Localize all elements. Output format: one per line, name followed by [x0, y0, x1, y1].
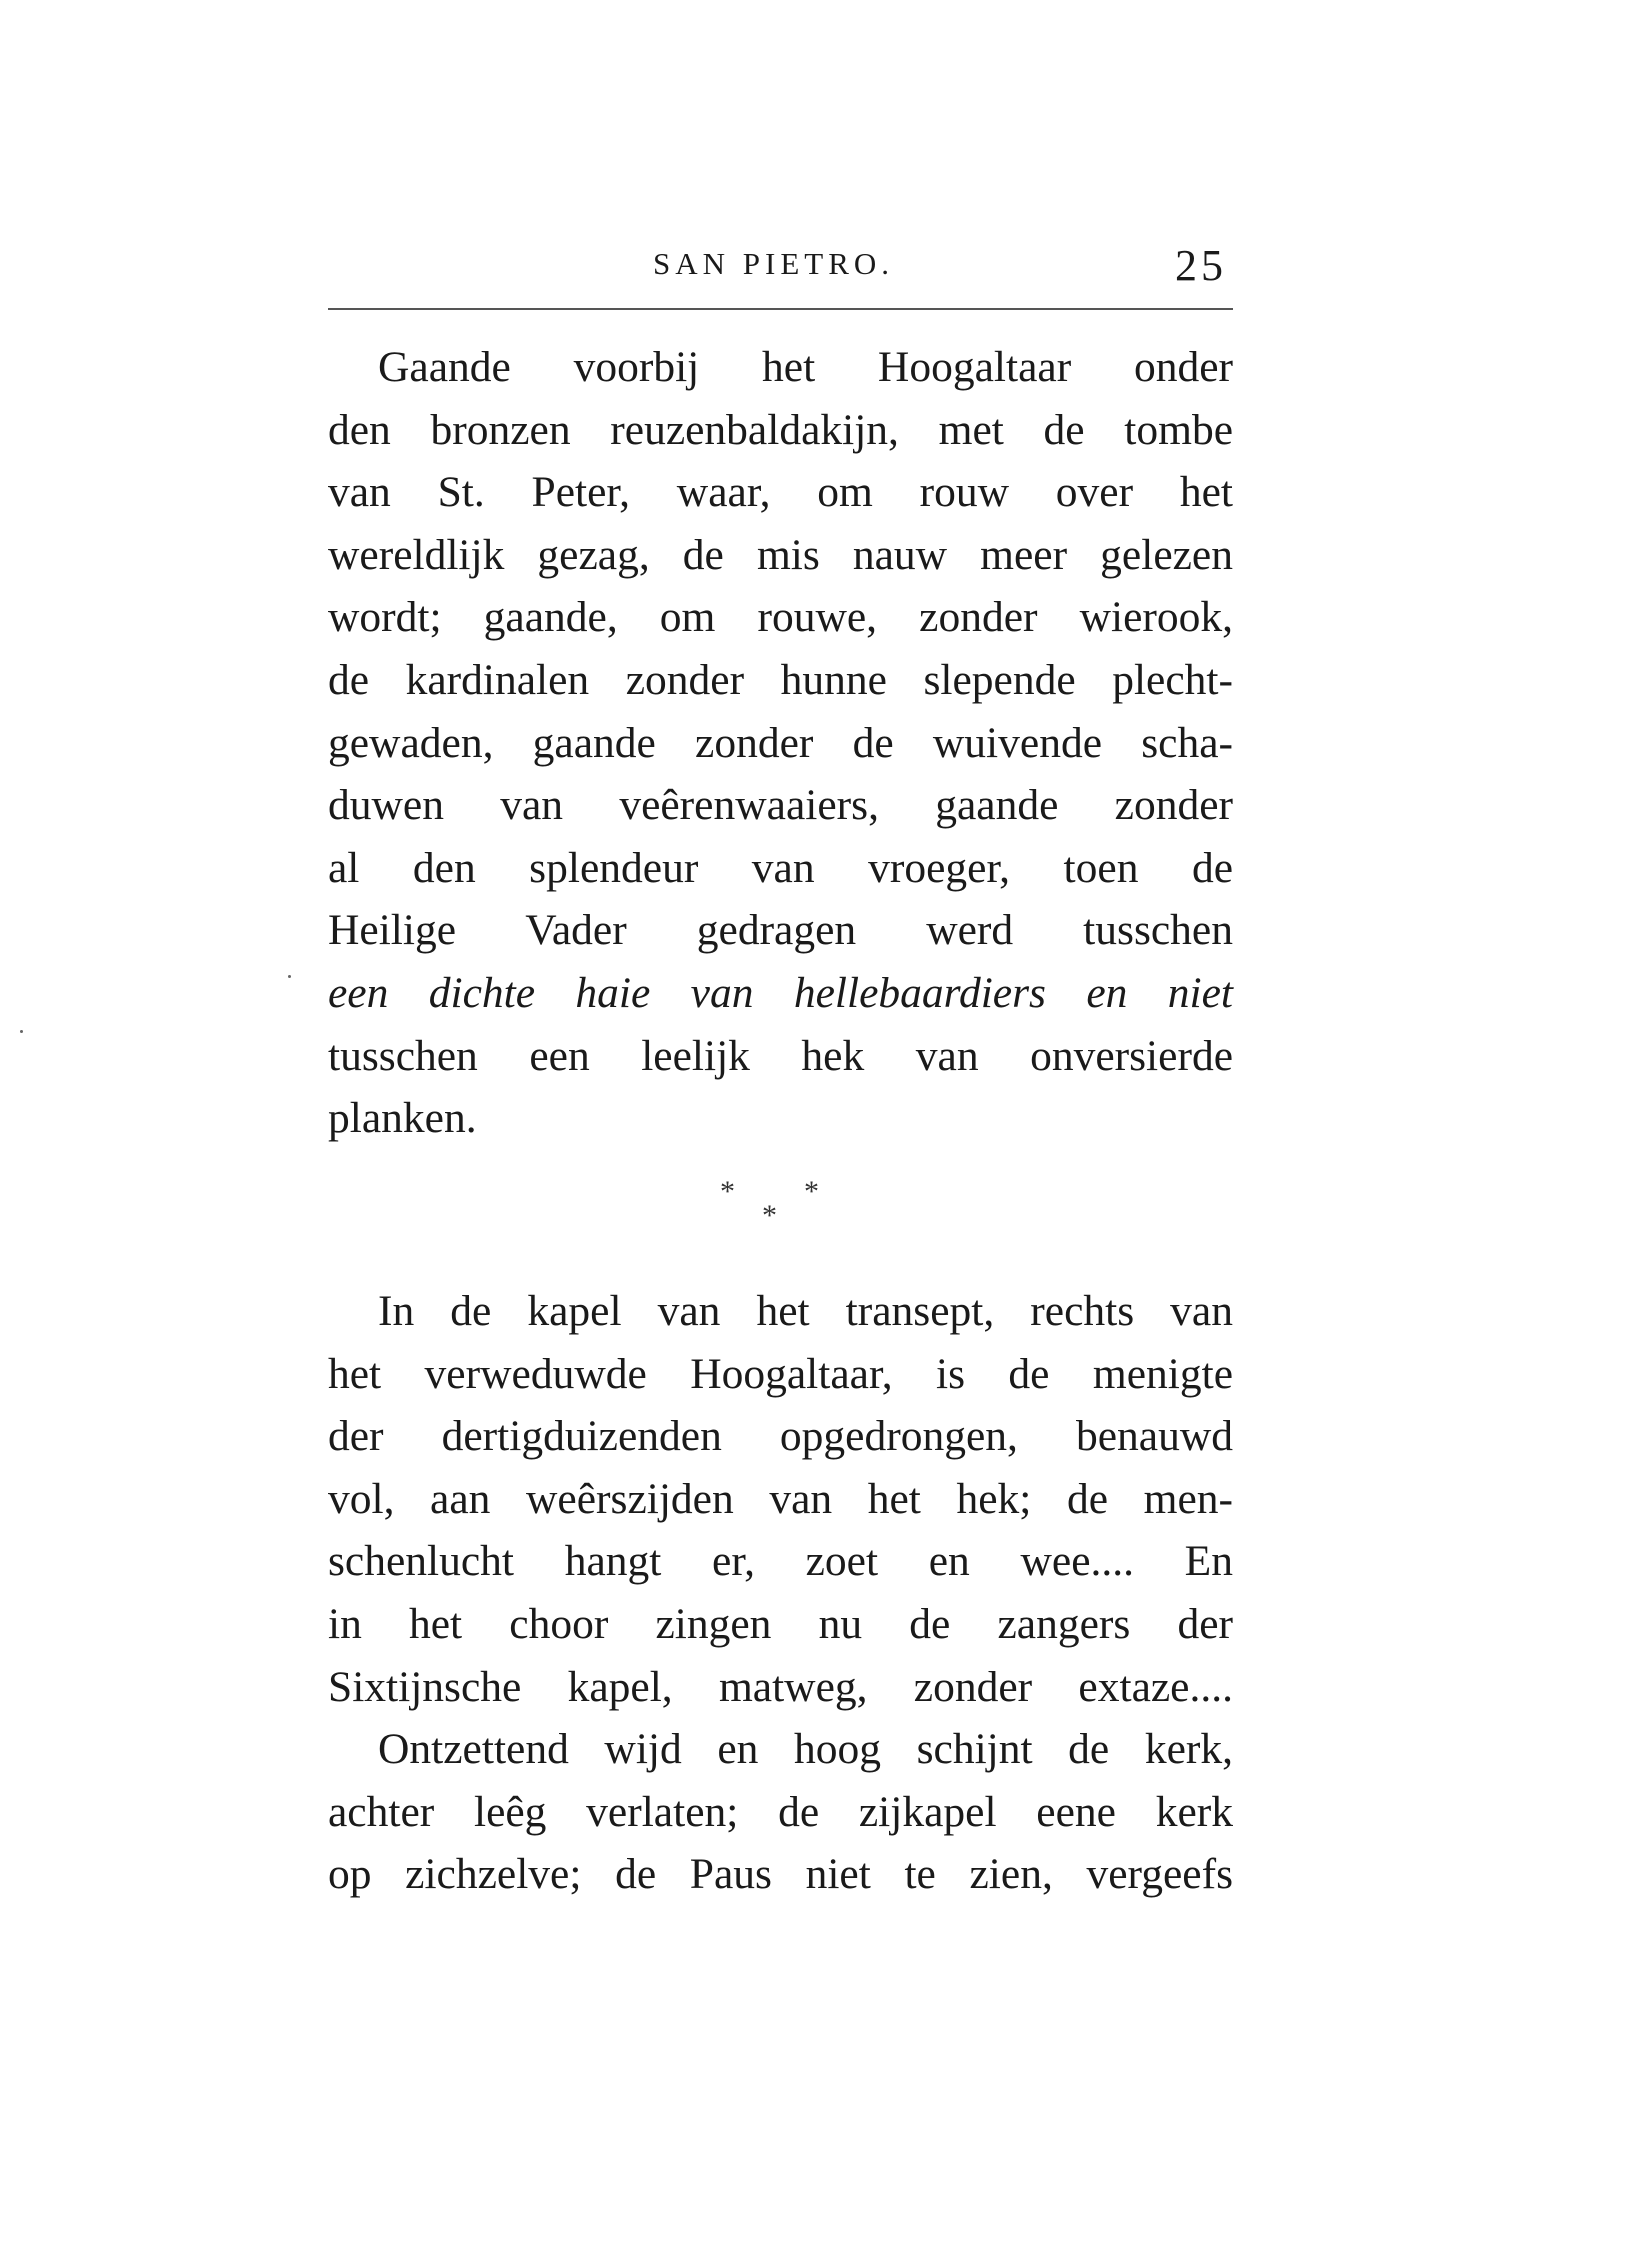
- text-line: al den splendeur van vroeger, toen de: [328, 843, 1233, 892]
- text-line: wordt; gaande, om rouwe, zonder wierook,: [328, 593, 1233, 642]
- text-line: schenlucht hangt er, zoet en wee.... En: [328, 1537, 1233, 1586]
- text-line: tusschen een leelijk hek van onversierde: [328, 1031, 1233, 1080]
- asterisk: *: [720, 1175, 735, 1208]
- text-line: op zichzelve; de Paus niet te zien, vergeefs: [328, 1850, 1233, 1899]
- header-rule: [328, 308, 1233, 310]
- text-line: planken.: [328, 1094, 477, 1143]
- text-line: duwen van veêrenwaaiers, gaande zonder: [328, 781, 1233, 830]
- paragraph-2: [328, 1280, 1233, 1906]
- text-line: wereldlijk gezag, de mis nauw meer gelezen: [328, 530, 1233, 579]
- paragraph-1: [328, 336, 1233, 1150]
- text-line: In de kapel van het transept, rechts van: [378, 1287, 1233, 1335]
- page-number: 25: [1175, 241, 1227, 290]
- text-line: achter leêg verlaten; de zijkapel eene kerk: [328, 1787, 1233, 1836]
- running-head: [328, 240, 1233, 300]
- text-line: gewaden, gaande zonder de wuivende scha-: [328, 718, 1233, 767]
- text-line: Ontzettend wijd en hoog schijnt de kerk,: [378, 1725, 1233, 1774]
- text-line: Sixtijnsche kapel, matweg, zonder extaze....: [328, 1662, 1233, 1711]
- text-line: Heilige Vader gedragen werd tusschen: [328, 906, 1233, 955]
- margin-speck: [288, 975, 291, 978]
- asterisk: *: [762, 1199, 777, 1232]
- text-line: een dichte haie van hellebaardiers en niet: [328, 968, 1233, 1017]
- text-line: Gaande voorbij het Hoogaltaar onder: [378, 343, 1233, 391]
- section-separator: [720, 1175, 840, 1235]
- text-line: der dertigduizenden opgedrongen, benauwd: [328, 1412, 1233, 1461]
- text-line: de kardinalen zonder hunne slepende plecht-: [328, 655, 1233, 704]
- asterisk: *: [804, 1175, 819, 1208]
- text-line: van St. Peter, waar, om rouw over het: [328, 468, 1233, 517]
- text-line: vol, aan weêrszijden van het hek; de men-: [328, 1474, 1233, 1523]
- text-line: den bronzen reuzenbaldakijn, met de tombe: [328, 405, 1233, 454]
- running-title: SAN PIETRO.: [653, 246, 895, 281]
- text-line: het verweduwde Hoogaltaar, is de menigte: [328, 1349, 1233, 1398]
- text-line: in het choor zingen nu de zangers der: [328, 1599, 1233, 1648]
- margin-speck: [20, 1030, 23, 1033]
